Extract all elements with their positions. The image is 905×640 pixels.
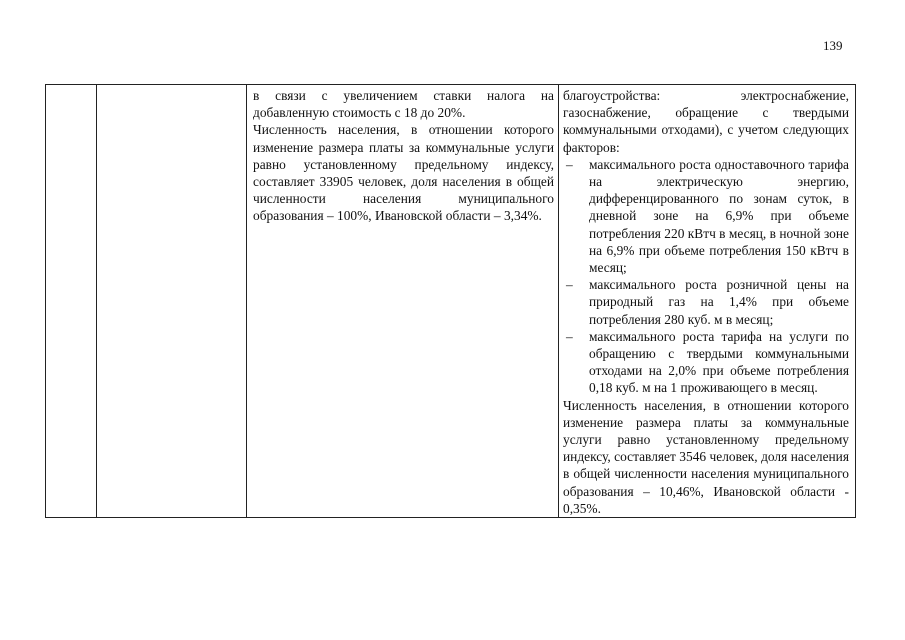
document-table — [45, 84, 856, 518]
list-item — [563, 276, 849, 328]
table-cell-factors — [559, 85, 856, 518]
factors-list — [563, 156, 849, 397]
dash-bullet-icon: – — [566, 328, 573, 344]
factor-electricity: максимального роста одноставочного тарифа на электрическую энергию, дифференцированного по зонам суток, в дневной зоне на 6,9% при объеме потребления 220 кВтч в месяц, в ночной зоне на 6,9% при объеме потребления 150 кВтч в месяц; — [589, 156, 849, 276]
table-row — [46, 85, 856, 518]
list-item — [563, 328, 849, 397]
population-paragraph: Численность населения, в отношении которого изменение размера платы за коммунальные услуги равно установленному предельному индексу, составляет 33905 человек, доля населения в общей численности населения муниципального образования – 100%, Ивановской области – 3,34%. — [253, 122, 554, 224]
page-number: 139 — [823, 38, 843, 53]
factor-gas: максимального роста розничной цены на природный газ на 1,4% при объеме потребления 280 куб. м в месяц; — [589, 277, 849, 327]
table-cell-name — [97, 85, 247, 518]
dash-bullet-icon: – — [566, 156, 573, 172]
list-item — [563, 156, 849, 276]
table-cell-number — [46, 85, 97, 518]
population-paragraph: Численность населения, в отношении которого изменение размера платы за коммунальные услуги равно установленному предельному индексу, составляет 3546 человек, доля населения в общей численности населения муниципального образования – 10,46%, Ивановской области - 0,35%. — [563, 397, 849, 516]
dash-bullet-icon: – — [566, 277, 573, 293]
table-cell-justification — [247, 85, 559, 518]
justification-paragraph: в связи с увеличением ставки налога на добавленную стоимость с 18 до 20%. — [253, 88, 554, 121]
factors-intro: благоустройства: электроснабжение, газоснабжение, обращение с твердыми коммунальными отходами), с учетом следующих факторов: — [563, 88, 849, 155]
factor-waste: максимального роста тарифа на услуги по обращению с твердыми коммунальными отходами на 2,0% при объеме потребления 0,18 куб. м на 1 проживающего в месяц. — [589, 328, 849, 396]
